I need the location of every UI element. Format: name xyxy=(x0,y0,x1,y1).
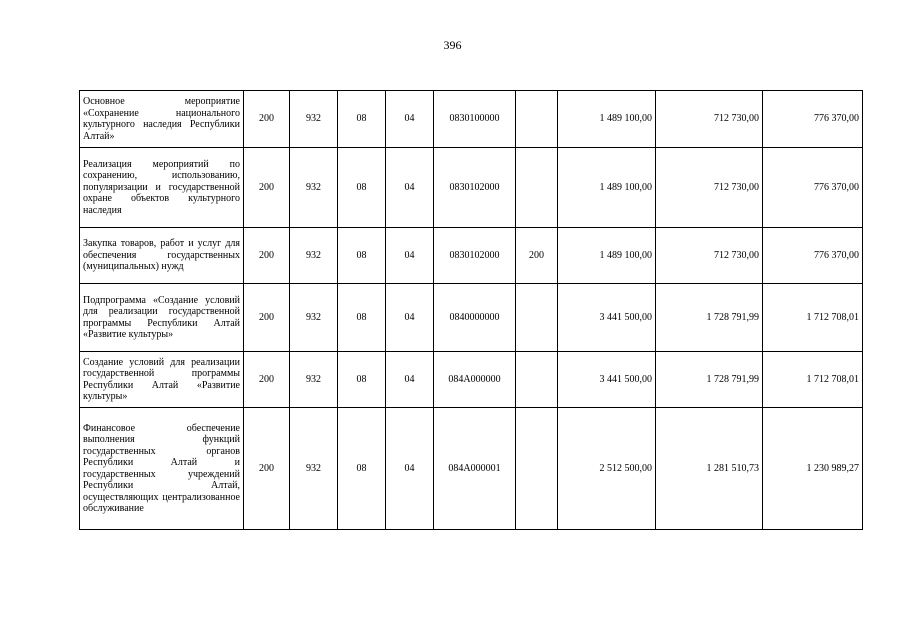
admin-code: 200 xyxy=(244,408,290,530)
amount-1: 2 512 500,00 xyxy=(558,408,656,530)
section-code: 08 xyxy=(338,148,386,228)
target-code: 084A000000 xyxy=(434,352,516,408)
section-code: 08 xyxy=(338,91,386,148)
table-row xyxy=(80,228,863,284)
amount-3: 776 370,00 xyxy=(763,228,863,284)
amount-2: 1 281 510,73 xyxy=(656,408,763,530)
ministry-code: 932 xyxy=(290,352,338,408)
amount-3: 1 712 708,01 xyxy=(763,284,863,352)
section-code: 08 xyxy=(338,408,386,530)
table-row xyxy=(80,352,863,408)
page-number: 396 xyxy=(443,38,462,52)
admin-code: 200 xyxy=(244,352,290,408)
admin-code: 200 xyxy=(244,91,290,148)
table-row xyxy=(80,284,863,352)
table-row xyxy=(80,408,863,530)
subsection-code: 04 xyxy=(386,91,434,148)
section-code: 08 xyxy=(338,284,386,352)
budget-table xyxy=(79,90,863,530)
row-name: Основное мероприятие «Сохранение национального культурного наследия Республики Алтай» xyxy=(80,91,244,148)
amount-1: 1 489 100,00 xyxy=(558,91,656,148)
row-name: Закупка товаров, работ и услуг для обеспечения государственных (муниципальных) нужд xyxy=(80,228,244,284)
target-code: 0840000000 xyxy=(434,284,516,352)
ministry-code: 932 xyxy=(290,91,338,148)
target-code: 0830102000 xyxy=(434,228,516,284)
amount-2: 1 728 791,99 xyxy=(656,284,763,352)
ministry-code: 932 xyxy=(290,228,338,284)
amount-3: 1 712 708,01 xyxy=(763,352,863,408)
ministry-code: 932 xyxy=(290,148,338,228)
expense-type-code xyxy=(516,284,558,352)
amount-1: 1 489 100,00 xyxy=(558,228,656,284)
amount-3: 776 370,00 xyxy=(763,91,863,148)
target-code: 0830102000 xyxy=(434,148,516,228)
target-code: 084A000001 xyxy=(434,408,516,530)
amount-1: 3 441 500,00 xyxy=(558,352,656,408)
expense-type-code xyxy=(516,148,558,228)
amount-3: 1 230 989,27 xyxy=(763,408,863,530)
row-name: Создание условий для реализации государственной программы Республики Алтай «Развитие культуры» xyxy=(80,352,244,408)
amount-1: 3 441 500,00 xyxy=(558,284,656,352)
subsection-code: 04 xyxy=(386,352,434,408)
amount-2: 1 728 791,99 xyxy=(656,352,763,408)
ministry-code: 932 xyxy=(290,284,338,352)
target-code: 0830100000 xyxy=(434,91,516,148)
subsection-code: 04 xyxy=(386,228,434,284)
admin-code: 200 xyxy=(244,228,290,284)
admin-code: 200 xyxy=(244,148,290,228)
row-name: Финансовое обеспечение выполнения функций государственных органов Республики Алтай и государственных учреждений Республики Алтай, осуществляющих централизованное обслуживание xyxy=(80,408,244,530)
table-row xyxy=(80,91,863,148)
expense-type-code xyxy=(516,91,558,148)
amount-1: 1 489 100,00 xyxy=(558,148,656,228)
amount-2: 712 730,00 xyxy=(656,148,763,228)
row-name: Реализация мероприятий по сохранению, использованию, популяризации и государственной охране объектов культурного наследия xyxy=(80,148,244,228)
section-code: 08 xyxy=(338,352,386,408)
expense-type-code: 200 xyxy=(516,228,558,284)
section-code: 08 xyxy=(338,228,386,284)
row-name: Подпрограмма «Создание условий для реализации государственной программы Республики Алтай «Развитие культуры» xyxy=(80,284,244,352)
subsection-code: 04 xyxy=(386,148,434,228)
amount-2: 712 730,00 xyxy=(656,91,763,148)
expense-type-code xyxy=(516,352,558,408)
ministry-code: 932 xyxy=(290,408,338,530)
subsection-code: 04 xyxy=(386,284,434,352)
subsection-code: 04 xyxy=(386,408,434,530)
table-row xyxy=(80,148,863,228)
admin-code: 200 xyxy=(244,284,290,352)
amount-3: 776 370,00 xyxy=(763,148,863,228)
amount-2: 712 730,00 xyxy=(656,228,763,284)
expense-type-code xyxy=(516,408,558,530)
